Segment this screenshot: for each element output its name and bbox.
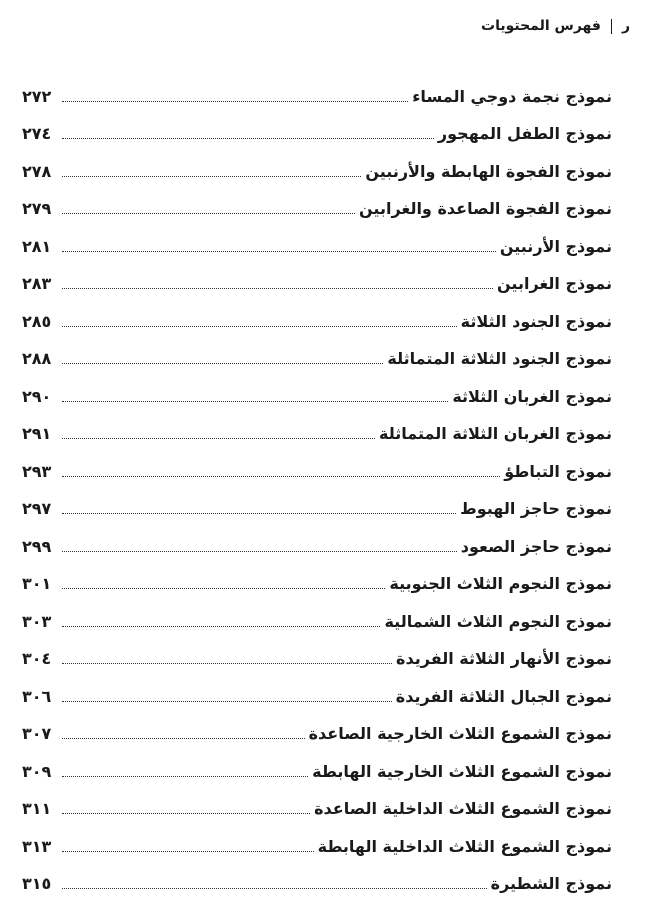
toc-entry-page-number: ٣٠٩ [22, 761, 52, 781]
toc-entry[interactable] [22, 858, 612, 896]
toc-entry[interactable] [22, 408, 612, 446]
toc-dot-leader [62, 625, 380, 627]
toc-entry[interactable] [22, 333, 612, 371]
toc-entry[interactable] [22, 633, 612, 671]
toc-entry[interactable] [22, 745, 612, 783]
toc-dot-leader [62, 400, 448, 402]
toc-entry-title: نموذج الغربان الثلاثة المتماثلة [379, 424, 612, 443]
toc-entry-page-number: ٢٧٩ [22, 199, 52, 218]
toc-entry[interactable] [22, 483, 612, 521]
toc-entry-title: نموذج النجوم الثلاث الشمالية [384, 611, 612, 631]
toc-dot-leader [62, 475, 500, 477]
toc-entry-title: نموذج الغرابين [497, 274, 612, 293]
toc-entry[interactable] [22, 520, 612, 558]
toc-entry[interactable] [22, 370, 612, 408]
toc-dot-leader [62, 812, 310, 814]
toc-entry-title: نموذج الشموع الثلاث الداخلية الهابطة [317, 836, 612, 856]
toc-entry-title: نموذج الطفل المهجور [437, 124, 612, 143]
toc-entry-page-number: ٢٩٣ [22, 461, 52, 481]
toc-dot-leader [62, 850, 314, 852]
running-header [481, 18, 630, 34]
toc-entry[interactable] [22, 708, 612, 746]
toc-entry-page-number: ٣٠٦ [22, 686, 52, 706]
toc-entry-title: نموذج الفجوة الصاعدة والغرابين [359, 199, 612, 218]
toc-entry-title: نموذج نجمة دوجي المساء [412, 86, 612, 106]
toc-entry[interactable] [22, 220, 612, 258]
toc-entry[interactable] [22, 108, 612, 146]
toc-entry[interactable] [22, 595, 612, 633]
toc-entry-page-number: ٢٩٧ [22, 499, 52, 518]
toc-entry-title: نموذج النجوم الثلاث الجنوبية [389, 574, 612, 593]
toc-entry-title: نموذج الجبال الثلاثة الفريدة [395, 686, 612, 706]
toc-entry[interactable] [22, 783, 612, 821]
toc-entry-page-number: ٣٠٤ [22, 649, 52, 668]
toc-entry-page-number: ٢٧٢ [22, 86, 52, 106]
toc-entry-page-number: ٢٩٠ [22, 386, 52, 406]
toc-entry-page-number: ٣١٥ [22, 874, 52, 893]
toc-dot-leader [62, 662, 392, 664]
toc-entry-page-number: ٢٧٤ [22, 124, 52, 143]
toc-dot-leader [62, 287, 493, 289]
toc-dot-leader [62, 587, 385, 589]
toc-entry[interactable] [22, 295, 612, 333]
toc-entry-page-number: ٣٠٣ [22, 611, 52, 631]
toc-entry-title: نموذج الفجوة الهابطة والأرنبين [365, 161, 612, 181]
toc-entry-page-number: ٣١١ [22, 799, 52, 818]
page-letter: ر [621, 18, 630, 34]
toc-entry-page-number: ٢٨٣ [22, 274, 52, 293]
toc-entry-page-number: ٢٩١ [22, 424, 52, 443]
toc-dot-leader [62, 137, 434, 139]
toc-entry-title: نموذج الغربان الثلاثة [452, 386, 612, 406]
header-separator [611, 19, 612, 34]
toc-entry-page-number: ٢٧٨ [22, 161, 52, 181]
toc-dot-leader [62, 100, 408, 102]
toc-entry-page-number: ٢٨١ [22, 236, 52, 256]
toc-dot-leader [62, 887, 487, 889]
toc-entry-title: نموذج حاجز الهبوط [460, 499, 612, 518]
toc-dot-leader [62, 700, 392, 702]
toc-dot-leader [62, 437, 375, 439]
toc-entry[interactable] [22, 558, 612, 596]
toc-entry-title: نموذج الأنهار الثلاثة الفريدة [396, 649, 612, 668]
toc-entry[interactable] [22, 145, 612, 183]
toc-entry-title: نموذج حاجز الصعود [460, 536, 612, 556]
toc-dot-leader [62, 250, 496, 252]
table-of-contents [22, 70, 612, 895]
toc-entry[interactable] [22, 820, 612, 858]
toc-entry-page-number: ٣٠١ [22, 574, 52, 593]
toc-dot-leader [62, 175, 361, 177]
toc-dot-leader [62, 212, 355, 214]
toc-entry-title: نموذج الجنود الثلاثة [460, 311, 612, 331]
toc-entry-page-number: ٢٩٩ [22, 536, 52, 556]
toc-dot-leader [62, 550, 457, 552]
toc-entry-title: نموذج الشموع الثلاث الخارجية الصاعدة [308, 724, 612, 743]
toc-entry[interactable] [22, 183, 612, 221]
toc-entry-page-number: ٢٨٨ [22, 349, 52, 368]
toc-entry[interactable] [22, 670, 612, 708]
toc-dot-leader [62, 775, 308, 777]
header-title: فهرس المحتويات [481, 18, 601, 34]
toc-entry-title: نموذج الأرنبين [499, 236, 612, 256]
toc-entry-title: نموذج الشموع الثلاث الداخلية الصاعدة [314, 799, 612, 818]
toc-entry-title: نموذج الجنود الثلاثة المتماثلة [387, 349, 612, 368]
toc-dot-leader [62, 325, 457, 327]
toc-entry-title: نموذج الشموع الثلاث الخارجية الهابطة [312, 761, 612, 781]
toc-entry[interactable] [22, 70, 612, 108]
toc-entry-page-number: ٣١٣ [22, 836, 52, 856]
toc-entry[interactable] [22, 258, 612, 296]
toc-entry[interactable] [22, 445, 612, 483]
toc-dot-leader [62, 362, 383, 364]
toc-entry-page-number: ٣٠٧ [22, 724, 52, 743]
toc-dot-leader [62, 737, 305, 739]
toc-entry-title: نموذج التباطؤ [504, 461, 612, 481]
toc-entry-page-number: ٢٨٥ [22, 311, 52, 331]
toc-dot-leader [62, 512, 456, 514]
toc-entry-title: نموذج الشطيرة [490, 874, 612, 893]
